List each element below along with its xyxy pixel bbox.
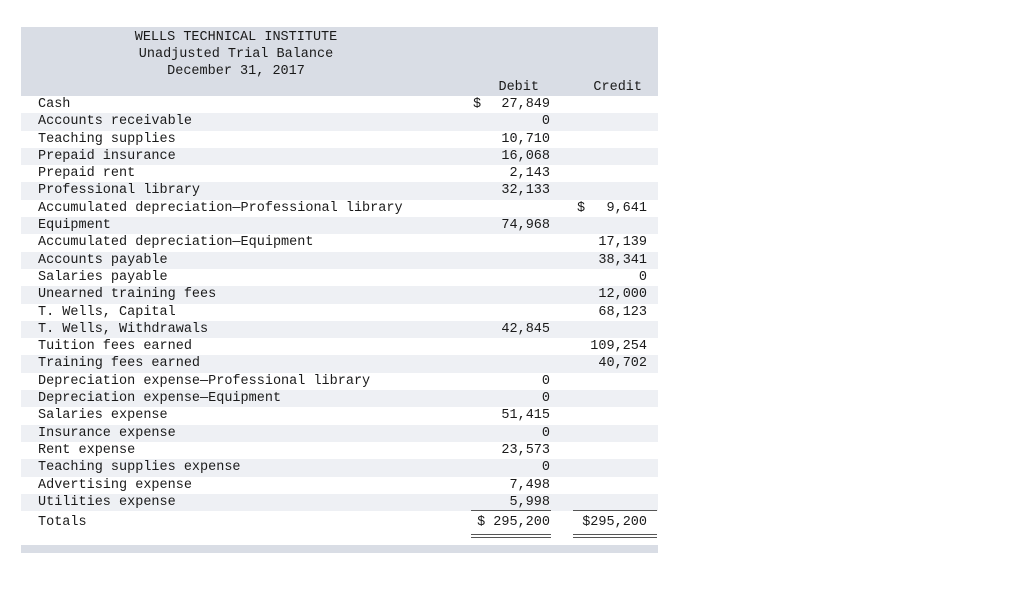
table-row — [21, 113, 658, 130]
account-name: Accounts receivable — [38, 114, 192, 130]
account-name: Depreciation expense—Equipment — [38, 391, 282, 407]
credit-currency-symbol: $ — [577, 200, 586, 216]
credit-amount: 12,000 — [598, 287, 647, 303]
credit-amount: 0 — [638, 269, 647, 285]
table-row — [21, 494, 658, 511]
account-name: Professional library — [38, 183, 201, 199]
totals-debit: $ 295,200 — [477, 515, 550, 530]
account-name: Cash — [38, 97, 71, 112]
credit-amount: 9,641 — [606, 200, 647, 216]
debit-subtotal-rule — [471, 510, 551, 511]
table-row — [21, 442, 658, 459]
table-row — [21, 200, 658, 217]
debit-amount: 0 — [541, 391, 550, 407]
debit-amount: 42,845 — [501, 321, 550, 337]
account-name: Salaries payable — [38, 269, 168, 285]
account-name: Insurance expense — [38, 425, 176, 441]
table-row — [21, 217, 658, 234]
credit-amount: 109,254 — [590, 339, 647, 355]
debit-double-rule-bottom — [471, 537, 551, 538]
account-name: Utilities expense — [38, 494, 176, 510]
account-name: Unearned training fees — [38, 287, 217, 303]
debit-amount: 27,849 — [501, 97, 550, 112]
debit-amount: 0 — [541, 425, 550, 441]
account-name: Teaching supplies — [38, 131, 176, 147]
debit-amount: 0 — [541, 373, 550, 389]
debit-amount: 0 — [541, 460, 550, 476]
debit-amount: 23,573 — [501, 442, 550, 458]
account-rows — [21, 96, 658, 511]
debit-double-rule-top — [471, 534, 551, 535]
credit-amount: 38,341 — [598, 252, 647, 268]
account-name: T. Wells, Capital — [38, 304, 176, 320]
debit-amount: 5,998 — [509, 494, 550, 510]
table-row — [21, 165, 658, 182]
footer-band — [21, 545, 658, 553]
account-name: Accounts payable — [38, 252, 168, 268]
table-row — [21, 304, 658, 321]
account-name: Depreciation expense—Professional library — [38, 373, 371, 389]
table-row — [21, 234, 658, 251]
account-name: Tuition fees earned — [38, 339, 192, 355]
credit-amount: 17,139 — [598, 235, 647, 251]
table-row — [21, 355, 658, 372]
trial-balance-sheet — [21, 27, 658, 553]
table-row — [21, 390, 658, 407]
account-name: Training fees earned — [38, 356, 201, 372]
table-row — [21, 477, 658, 494]
debit-amount: 74,968 — [501, 218, 550, 234]
account-name: Prepaid rent — [38, 166, 136, 182]
debit-amount: 0 — [541, 114, 550, 130]
table-row — [21, 425, 658, 442]
account-name: Equipment — [38, 218, 111, 234]
table-row — [21, 321, 658, 338]
totals-row — [21, 512, 658, 534]
credit-amount: 40,702 — [598, 356, 647, 372]
table-row — [21, 459, 658, 476]
account-name: Accumulated depreciation—Professional library — [38, 200, 403, 216]
table-row — [21, 338, 658, 355]
account-name: Prepaid insurance — [38, 148, 176, 164]
account-name: Advertising expense — [38, 477, 192, 493]
debit-amount: 7,498 — [509, 477, 550, 493]
table-row — [21, 252, 658, 269]
account-name: Salaries expense — [38, 408, 168, 424]
table-row — [21, 373, 658, 390]
credit-double-rule-bottom — [573, 537, 657, 538]
account-name: T. Wells, Withdrawals — [38, 321, 209, 337]
account-name: Accumulated depreciation—Equipment — [38, 235, 314, 251]
table-row — [21, 96, 658, 113]
credit-double-rule-top — [573, 534, 657, 535]
table-row — [21, 407, 658, 424]
table-row — [21, 148, 658, 165]
debit-currency-symbol: $ — [473, 97, 482, 112]
company-name: WELLS TECHNICAL INSTITUTE — [134, 30, 338, 45]
statement-header — [21, 27, 658, 96]
debit-amount: 2,143 — [509, 166, 550, 182]
statement-date: December 31, 2017 — [167, 64, 305, 79]
totals-label: Totals — [38, 515, 87, 530]
debit-amount: 32,133 — [501, 183, 550, 199]
account-name: Teaching supplies expense — [38, 460, 241, 476]
credit-column-heading: Credit — [593, 80, 642, 95]
credit-subtotal-rule — [573, 510, 657, 511]
totals-credit: $295,200 — [582, 515, 647, 530]
debit-amount: 16,068 — [501, 148, 550, 164]
table-row — [21, 269, 658, 286]
credit-amount: 68,123 — [598, 304, 647, 320]
table-row — [21, 182, 658, 199]
debit-amount: 51,415 — [501, 408, 550, 424]
table-row — [21, 131, 658, 148]
account-name: Rent expense — [38, 442, 136, 458]
statement-title: Unadjusted Trial Balance — [138, 47, 334, 62]
table-row — [21, 286, 658, 303]
debit-amount: 10,710 — [501, 131, 550, 147]
debit-column-heading: Debit — [498, 80, 539, 95]
